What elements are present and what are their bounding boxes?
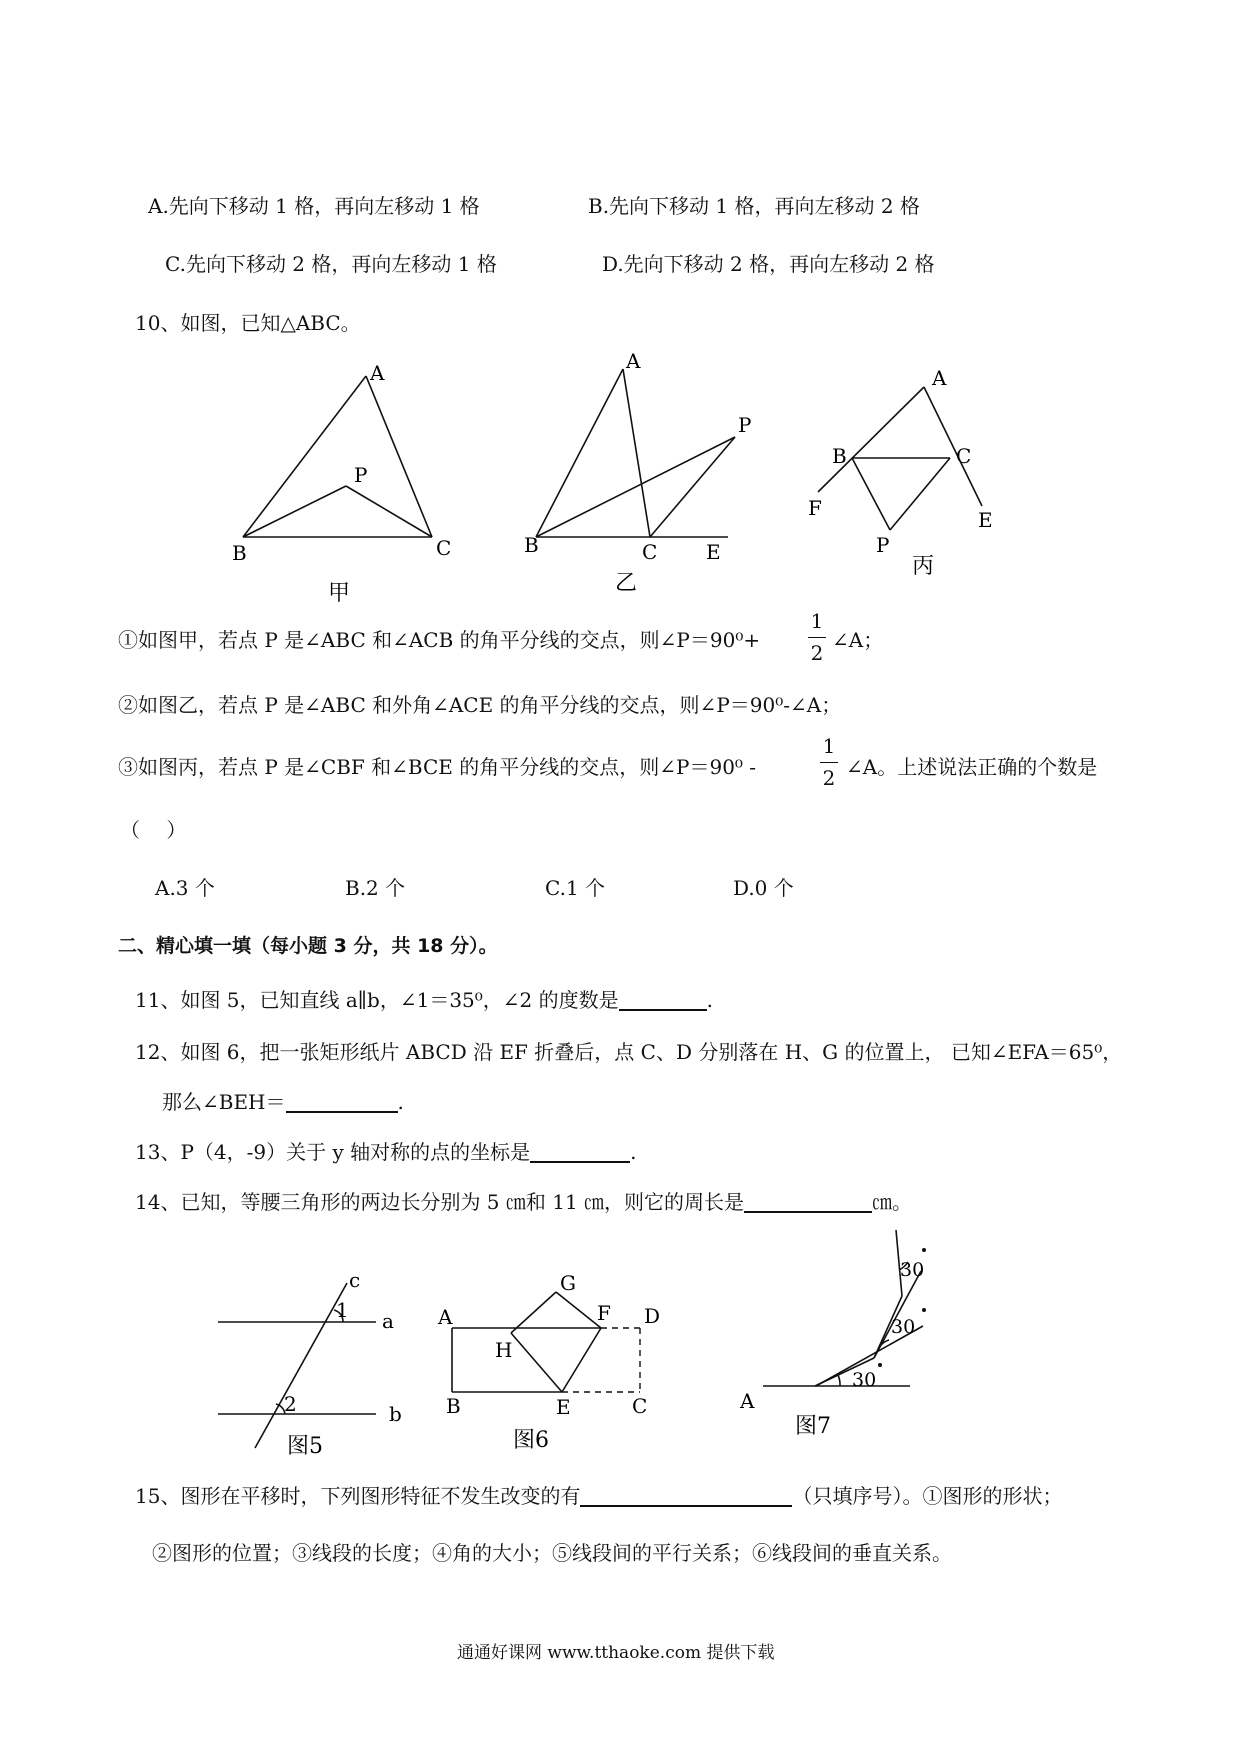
fig6-label-f: F <box>597 1301 611 1325</box>
q13-answer-blank[interactable] <box>530 1143 630 1163</box>
q11-stem: 11、如图 5，已知直线 a∥b，∠1＝35⁰，∠2 的度数是 <box>135 988 619 1012</box>
fig6-label-d: D <box>644 1304 661 1328</box>
fig5-label-c: c <box>349 1268 361 1292</box>
fig6-label-h: H <box>495 1338 513 1362</box>
q14-end: ㎝。 <box>872 1190 913 1214</box>
q11-answer-blank[interactable] <box>619 991 707 1011</box>
fig6-caption: 图6 <box>513 1428 549 1453</box>
q11-end: . <box>706 988 714 1012</box>
q9-option-c: C.先向下移动 2 格，再向左移动 1 格 <box>165 252 497 276</box>
fig5-label-2: 2 <box>284 1392 297 1416</box>
q10-frac3-num: 1 <box>822 734 836 758</box>
q12-stem: 那么∠BEH＝ <box>162 1090 286 1114</box>
q15-stem: 15、图形在平移时，下列图形特征不发生改变的有 <box>135 1484 581 1508</box>
q13-stem: 13、P（4，-9）关于 y 轴对称的点的坐标是 <box>135 1140 531 1164</box>
q15-answer-blank[interactable] <box>580 1487 792 1507</box>
q9-option-a: A.先向下移动 1 格，再向左移动 1 格 <box>148 194 480 218</box>
bing-label-p: P <box>876 533 890 557</box>
fig6-label-a: A <box>438 1305 453 1329</box>
fig7-caption: 图7 <box>795 1414 831 1439</box>
q12-line1: 12、如图 6，把一张矩形纸片 ABCD 沿 EF 折叠后，点 C、D 分别落在 H、G 的位置上， 已知∠EFA＝65⁰， <box>135 1040 1123 1064</box>
yi-label-b: B <box>524 533 539 557</box>
page-footer: 通通好课网 www.tthaoke.com 提供下载 <box>457 1643 775 1663</box>
q15-line1-end: （只填序号）。①图形的形状； <box>792 1484 1063 1508</box>
q10-stem: 10、如图，已知△ABC。 <box>135 311 361 335</box>
yi-label-e: E <box>706 540 721 564</box>
fig5-label-b: b <box>389 1402 402 1426</box>
bing-label-a: A <box>932 366 947 390</box>
fig6-label-b: B <box>446 1394 461 1418</box>
q10-statement-2: ②如图乙，若点 P 是∠ABC 和外角∠ACE 的角平分线的交点，则∠P＝90⁰-∠A； <box>118 693 842 717</box>
section-2-title: 二、精心填一填（每小题 3 分，共 18 分）。 <box>118 935 498 957</box>
q10-frac3-den: 2 <box>822 766 836 790</box>
q10-frac1-line <box>808 637 826 638</box>
q10-option-b: B.2 个 <box>345 876 406 900</box>
fig6-label-c: C <box>632 1394 648 1418</box>
q9-option-d: D.先向下移动 2 格，再向左移动 2 格 <box>602 252 935 276</box>
jia-label-c: C <box>436 536 452 560</box>
bing-label-c: C <box>956 444 972 468</box>
q10-frac3-line <box>820 762 838 763</box>
jia-label-a: A <box>370 361 385 385</box>
yi-caption: 乙 <box>615 571 638 596</box>
fig6-label-e: E <box>556 1395 571 1419</box>
fig7-angle-3: 30 <box>900 1259 925 1281</box>
bing-label-e: E <box>978 508 993 532</box>
fig7-label-a: A <box>740 1389 755 1413</box>
q9-option-b: B.先向下移动 1 格，再向左移动 2 格 <box>588 194 920 218</box>
q10-frac1-den: 2 <box>810 641 824 665</box>
bing-caption: 丙 <box>912 554 935 579</box>
q13-end: . <box>630 1140 637 1164</box>
q12-end: . <box>397 1090 404 1114</box>
bing-label-f: F <box>808 496 822 520</box>
q10-answer-paren: （ ） <box>120 818 187 842</box>
q10-statement-3a: ③如图丙，若点 P 是∠CBF 和∠BCE 的角平分线的交点，则∠P＝90⁰ - <box>118 755 757 779</box>
jia-caption: 甲 <box>328 581 351 606</box>
q13-text <box>135 1142 637 1163</box>
yi-label-a: A <box>626 349 641 373</box>
bing-label-b: B <box>832 444 847 468</box>
q10-statement-1a: ①如图甲，若点 P 是∠ABC 和∠ACB 的角平分线的交点，则∠P＝90⁰+ <box>118 628 761 652</box>
q10-statement-3b: ∠A。上述说法正确的个数是 <box>846 755 1098 779</box>
q10-option-d: D.0 个 <box>733 876 794 900</box>
q15-line1 <box>135 1486 1062 1507</box>
q10-option-c: C.1 个 <box>545 876 606 900</box>
q10-statement-1b: ∠A； <box>832 628 884 652</box>
q11-text <box>135 990 713 1011</box>
yi-label-p: P <box>738 413 752 437</box>
q15-line2: ②图形的位置；③线段的长度；④角的大小；⑤线段间的平行关系；⑥线段间的垂直关系。 <box>152 1541 952 1565</box>
fig7-angle-2: 30 <box>891 1316 916 1338</box>
q10-frac1-num: 1 <box>810 609 824 633</box>
fig5-label-a: a <box>382 1309 394 1333</box>
q10-option-a: A.3 个 <box>155 876 215 900</box>
jia-label-b: B <box>232 541 247 565</box>
q14-answer-blank[interactable] <box>744 1193 872 1213</box>
fig5-label-1: 1 <box>336 1298 349 1322</box>
q12-answer-blank[interactable] <box>286 1093 398 1113</box>
fig5-caption: 图5 <box>287 1434 323 1459</box>
yi-label-c: C <box>642 540 658 564</box>
q12-line2 <box>162 1092 404 1113</box>
jia-label-p: P <box>354 463 368 487</box>
fig6-label-g: G <box>560 1271 576 1295</box>
q14-stem: 14、已知，等腰三角形的两边长分别为 5 ㎝和 11 ㎝，则它的周长是 <box>135 1190 745 1214</box>
q14-text <box>135 1192 912 1213</box>
fig7-angle-1: 30 <box>852 1369 877 1391</box>
